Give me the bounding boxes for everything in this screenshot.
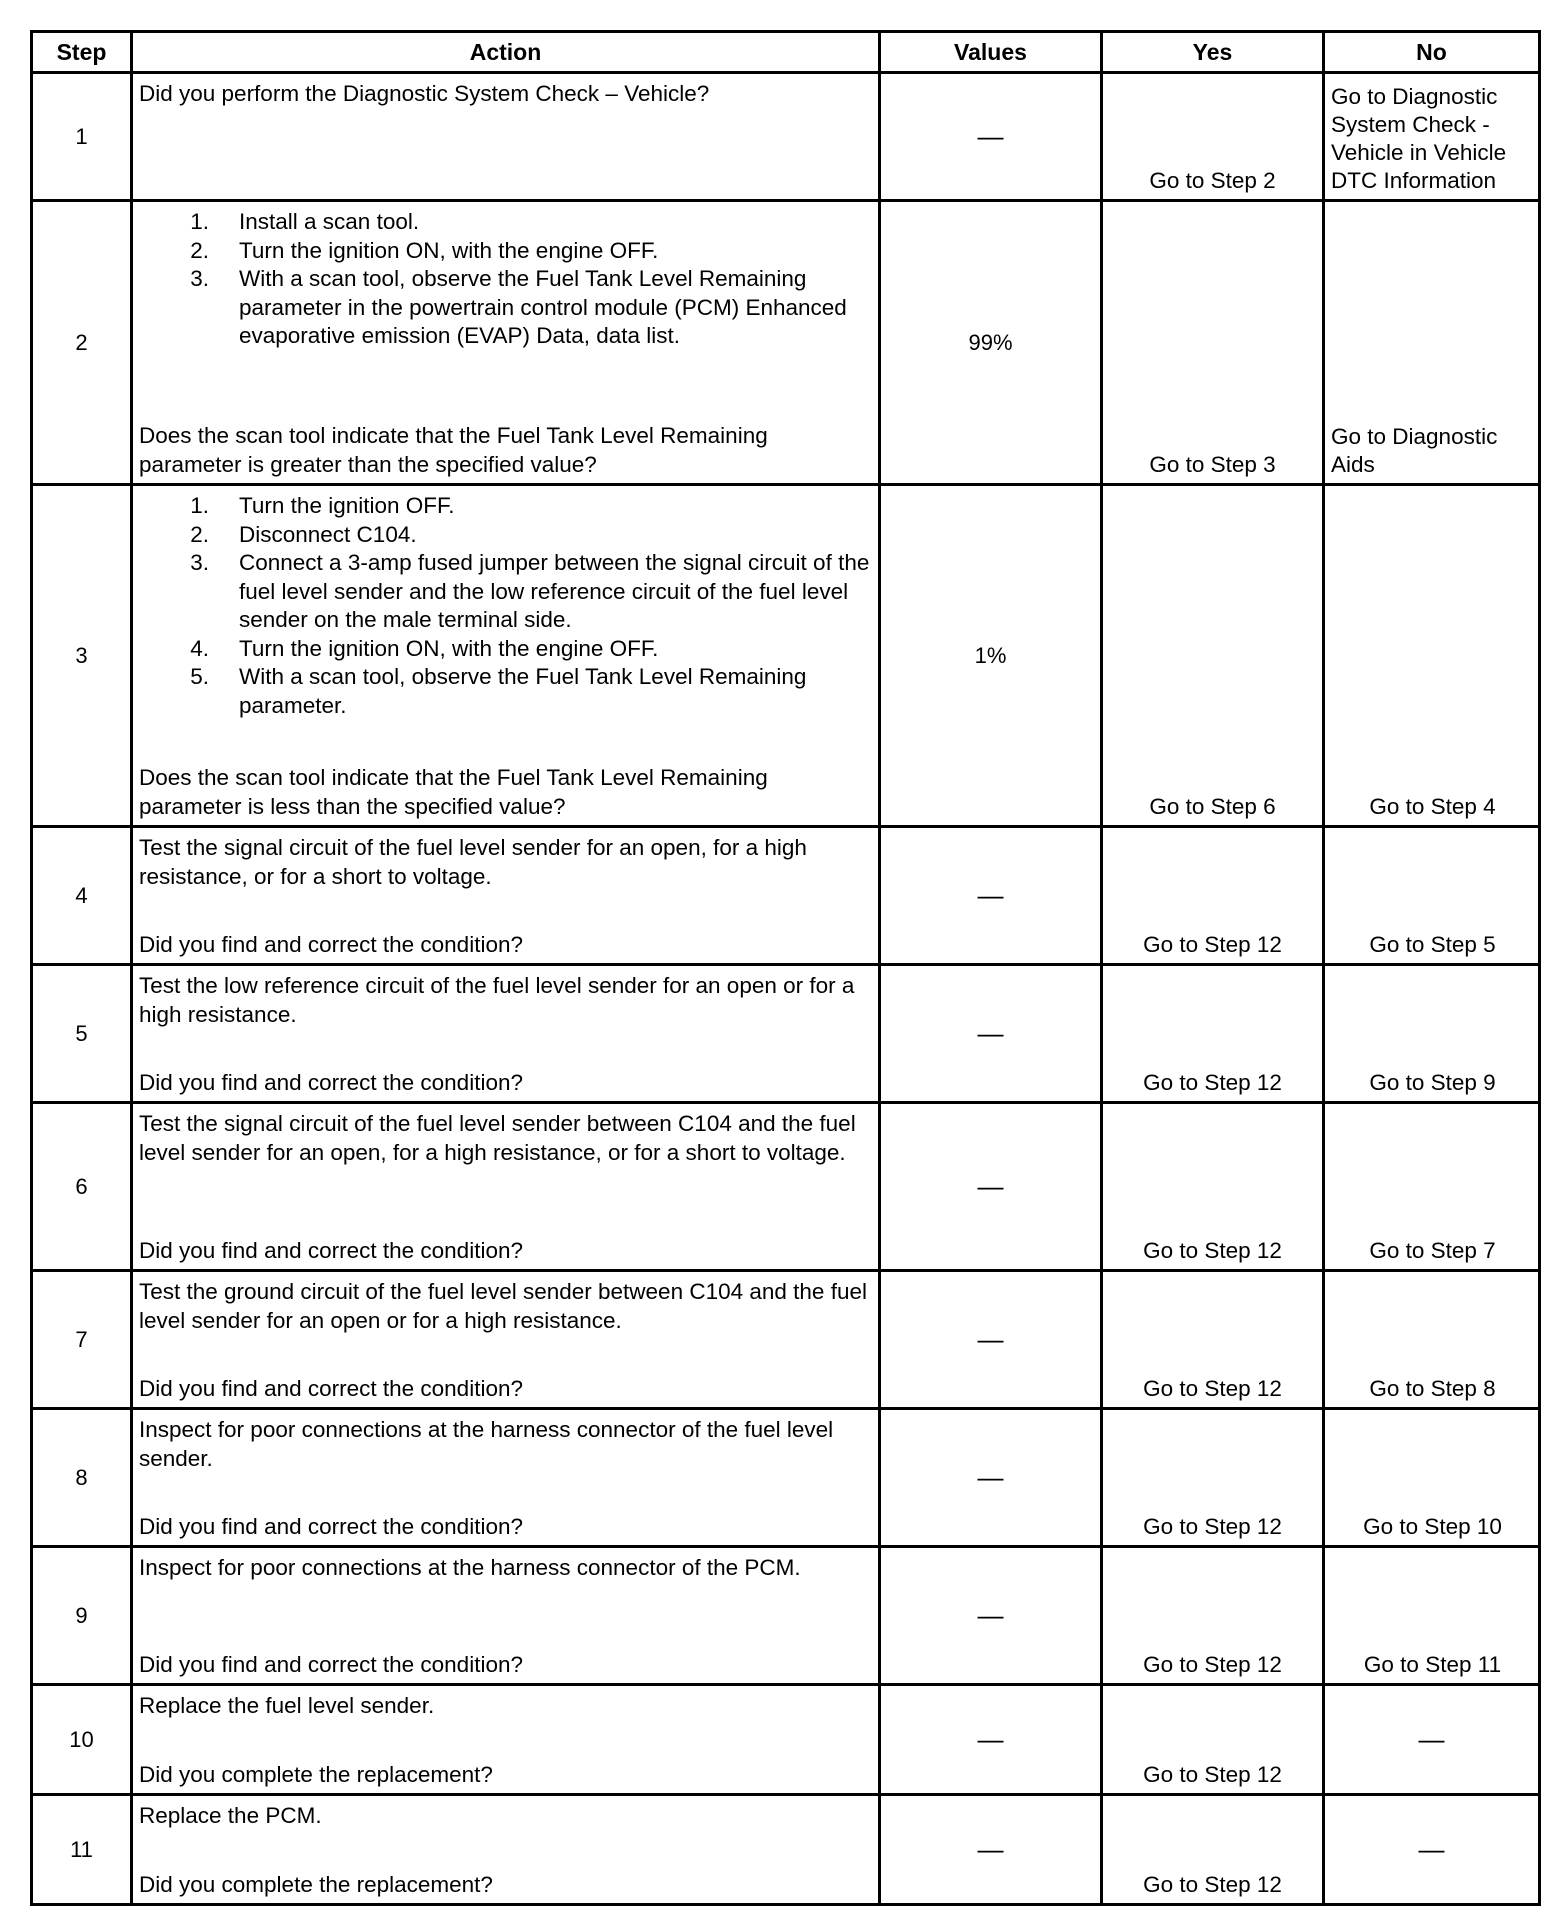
no-cell: [1324, 201, 1540, 485]
action-text: Test the signal circuit of the fuel level sender between C104 and the fuel level sender for an open, for a high resistance, or for a short to voltage.: [139, 1111, 856, 1165]
yes-cell: [1102, 1271, 1324, 1409]
yes-cell: [1102, 1547, 1324, 1685]
action-text: Replace the PCM.: [139, 1803, 322, 1828]
action-cell: [132, 73, 880, 201]
yes-text: Go to Step 12: [1143, 1238, 1282, 1263]
yes-cell: [1102, 1409, 1324, 1547]
item-text: Disconnect C104.: [239, 521, 417, 547]
step-number: 3: [32, 485, 132, 827]
no-text: Go to Step 9: [1369, 1070, 1496, 1095]
diagnostic-table: [30, 30, 1541, 1906]
question-text: Did you perform the Diagnostic System Check – Vehicle?: [139, 81, 710, 106]
list-item: [139, 492, 872, 521]
value-cell: [880, 1685, 1102, 1795]
action-cell: [132, 1547, 880, 1685]
instruction-list: [139, 492, 872, 720]
value-text: —: [977, 1834, 1004, 1864]
value-text: 1%: [974, 642, 1007, 668]
action-text: Test the ground circuit of the fuel level sender between C104 and the fuel level sender for an open or for a high resistance.: [139, 1279, 867, 1333]
no-cell: [1324, 965, 1540, 1103]
item-number: 4.: [190, 635, 209, 661]
action-text: Test the low reference circuit of the fuel level sender for an open or for a high resistance.: [139, 973, 855, 1027]
action-text: Inspect for poor connections at the harness connector of the PCM.: [139, 1555, 801, 1580]
action-cell: [132, 1795, 880, 1905]
no-cell: [1324, 73, 1540, 201]
question-text: Did you find and correct the condition?: [139, 1069, 523, 1095]
list-item: [139, 635, 872, 664]
question-text: Does the scan tool indicate that the Fuel Tank Level Remaining parameter is less than the specified value?: [139, 765, 768, 819]
action-cell: [132, 827, 880, 965]
question-text: Did you find and correct the condition?: [139, 1375, 523, 1401]
value-text: —: [977, 1462, 1004, 1492]
question-text: Did you find and correct the condition?: [139, 931, 523, 957]
no-text: —: [1418, 1724, 1445, 1754]
item-text: Turn the ignition OFF.: [239, 493, 455, 518]
action-text: Replace the fuel level sender.: [139, 1693, 435, 1718]
question-text: Did you find and correct the condition?: [139, 1237, 523, 1263]
yes-text: Go to Step 2: [1149, 168, 1276, 193]
no-cell: [1324, 1409, 1540, 1547]
item-number: 2.: [190, 521, 209, 547]
yes-text: Go to Step 12: [1143, 1872, 1282, 1897]
no-cell: [1324, 1685, 1540, 1795]
item-text: Connect a 3-amp fused jumper between the signal circuit of the fuel level sender and the low reference circuit of the fuel level sender on the male terminal side.: [239, 550, 870, 632]
no-cell: [1324, 1103, 1540, 1271]
header-yes: Yes: [1102, 32, 1324, 73]
table-row: [32, 485, 1540, 827]
value-text: —: [977, 1018, 1004, 1048]
yes-cell: [1102, 1103, 1324, 1271]
value-text: —: [977, 880, 1004, 910]
value-text: —: [977, 1324, 1004, 1354]
action-cell: [132, 965, 880, 1103]
no-cell: [1324, 485, 1540, 827]
no-text: Go to Step 4: [1369, 794, 1496, 819]
yes-text: Go to Step 6: [1149, 794, 1276, 819]
no-cell: [1324, 1795, 1540, 1905]
value-text: —: [977, 1724, 1004, 1754]
value-cell: [880, 201, 1102, 485]
yes-cell: [1102, 485, 1324, 827]
no-text: Go to Diagnostic Aids: [1331, 424, 1498, 477]
step-number: 11: [32, 1795, 132, 1905]
table-row: [32, 827, 1540, 965]
item-number: 3.: [190, 266, 209, 291]
value-cell: [880, 485, 1102, 827]
header-values: Values: [880, 32, 1102, 73]
item-number: 1.: [190, 493, 209, 518]
no-text: Go to Diagnostic System Check - Vehicle in Vehicle DTC Information: [1331, 84, 1507, 193]
action-cell: [132, 1409, 880, 1547]
header-row: [32, 32, 1540, 73]
step-number: 2: [32, 201, 132, 485]
step-number: 4: [32, 827, 132, 965]
table-row: [32, 1685, 1540, 1795]
action-cell: [132, 1271, 880, 1409]
question-text: Did you find and correct the condition?: [139, 1513, 523, 1539]
list-item: [139, 521, 872, 550]
item-number: 1.: [190, 209, 209, 234]
table-row: [32, 201, 1540, 485]
value-text: —: [977, 1171, 1004, 1201]
list-item: [139, 208, 872, 237]
table-row: [32, 1271, 1540, 1409]
step-number: 6: [32, 1103, 132, 1271]
list-item: [139, 265, 872, 351]
value-text: —: [977, 121, 1004, 151]
header-no: No: [1324, 32, 1540, 73]
item-text: With a scan tool, observe the Fuel Tank Level Remaining parameter in the powertrain control module (PCM) Enhanced evaporative emission (EVAP) Data, data list.: [239, 266, 847, 348]
yes-text: Go to Step 3: [1149, 452, 1276, 477]
question-text: Did you complete the replacement?: [139, 1761, 493, 1787]
instruction-list: [139, 208, 872, 351]
value-cell: [880, 1795, 1102, 1905]
question-text: Did you find and correct the condition?: [139, 1651, 523, 1677]
value-cell: [880, 73, 1102, 201]
item-text: Turn the ignition ON, with the engine OFF.: [239, 635, 659, 661]
question-text: Does the scan tool indicate that the Fuel Tank Level Remaining parameter is greater than the specified value?: [139, 423, 768, 477]
yes-cell: [1102, 965, 1324, 1103]
item-number: 2.: [190, 237, 209, 263]
yes-cell: [1102, 1685, 1324, 1795]
step-number: 8: [32, 1409, 132, 1547]
table-row: [32, 1103, 1540, 1271]
table-row: [32, 1547, 1540, 1685]
yes-text: Go to Step 12: [1143, 1762, 1282, 1787]
item-text: Turn the ignition ON, with the engine OFF.: [239, 237, 659, 263]
table-row: [32, 73, 1540, 201]
header-step: Step: [32, 32, 132, 73]
step-number: 5: [32, 965, 132, 1103]
table-row: [32, 1795, 1540, 1905]
yes-text: Go to Step 12: [1143, 1070, 1282, 1095]
no-text: Go to Step 7: [1369, 1238, 1496, 1263]
step-number: 10: [32, 1685, 132, 1795]
yes-text: Go to Step 12: [1143, 1514, 1282, 1539]
action-text: Test the signal circuit of the fuel level sender for an open, for a high resistance, or for a short to voltage.: [139, 835, 807, 889]
no-text: Go to Step 10: [1363, 1514, 1502, 1539]
step-number: 9: [32, 1547, 132, 1685]
value-cell: [880, 1409, 1102, 1547]
item-number: 3.: [190, 550, 209, 575]
question-text: Did you complete the replacement?: [139, 1871, 493, 1897]
value-text: —: [977, 1600, 1004, 1630]
value-cell: [880, 1271, 1102, 1409]
yes-cell: [1102, 201, 1324, 485]
yes-text: Go to Step 12: [1143, 932, 1282, 957]
yes-text: Go to Step 12: [1143, 1652, 1282, 1677]
list-item: [139, 237, 872, 266]
action-text: Inspect for poor connections at the harness connector of the fuel level sender.: [139, 1417, 834, 1471]
no-cell: [1324, 1271, 1540, 1409]
header-action: Action: [132, 32, 880, 73]
list-item: [139, 549, 872, 635]
action-cell: [132, 485, 880, 827]
value-cell: [880, 1103, 1102, 1271]
yes-text: Go to Step 12: [1143, 1376, 1282, 1401]
no-text: Go to Step 8: [1369, 1376, 1496, 1401]
no-cell: [1324, 1547, 1540, 1685]
item-text: Install a scan tool.: [239, 209, 420, 234]
no-text: —: [1418, 1834, 1445, 1864]
step-number: 1: [32, 73, 132, 201]
action-cell: [132, 1685, 880, 1795]
yes-cell: [1102, 827, 1324, 965]
value-cell: [880, 1547, 1102, 1685]
step-number: 7: [32, 1271, 132, 1409]
action-cell: [132, 1103, 880, 1271]
yes-cell: [1102, 1795, 1324, 1905]
no-text: Go to Step 11: [1363, 1652, 1502, 1677]
item-number: 5.: [190, 664, 209, 689]
list-item: [139, 663, 872, 720]
table-row: [32, 965, 1540, 1103]
action-cell: [132, 201, 880, 485]
table-row: [32, 1409, 1540, 1547]
yes-cell: [1102, 73, 1324, 201]
value-cell: [880, 965, 1102, 1103]
item-text: With a scan tool, observe the Fuel Tank Level Remaining parameter.: [239, 664, 807, 718]
no-cell: [1324, 827, 1540, 965]
value-text: 99%: [968, 329, 1013, 355]
no-text: Go to Step 5: [1369, 932, 1496, 957]
value-cell: [880, 827, 1102, 965]
